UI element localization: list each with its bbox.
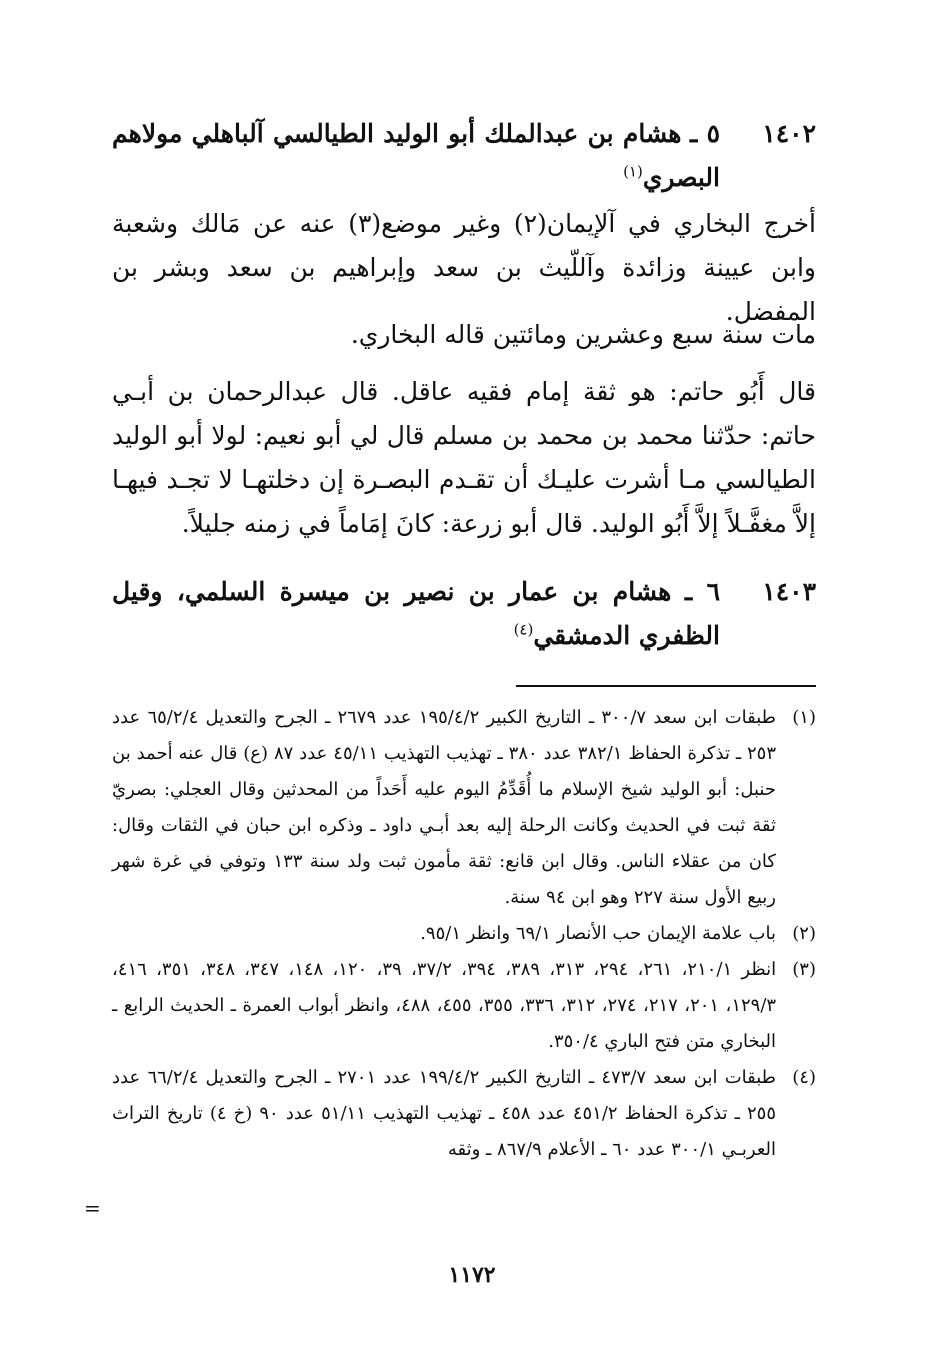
entry-number: ١٤٠٣: [762, 577, 816, 606]
footnote: [112, 700, 816, 916]
footnote: [112, 1060, 816, 1168]
narrator-name: هشام بن عمار بن نصير بن ميسرة السلمي، وقيل الظفري الدمشقي: [112, 577, 720, 650]
footnotes: [112, 700, 816, 1168]
footnote-number: (٣): [792, 959, 816, 980]
entry-heading: [112, 570, 816, 658]
entry-sequence: ٥ ـ: [689, 119, 721, 148]
entry-number: ١٤٠٢: [762, 119, 816, 148]
entry-title: [112, 570, 816, 658]
narrator-name: هشام بن عبدالملك أبو الوليد الطيالسي آلباهلي مولاهم البصري: [112, 119, 720, 192]
continuation-mark: =: [84, 1196, 101, 1220]
page-number: ١١٧٢: [448, 1262, 496, 1288]
entry-paragraph: مات سنة سبع وعشرين ومائتين قاله البخاري.: [350, 320, 816, 349]
footnote-ref: (١): [623, 162, 643, 181]
footnote-text: باب علامة الإيمان حب الأنصار ٦٩/١ وانظر ٩٥/١.: [420, 923, 776, 944]
footnote-number: (٢): [792, 923, 816, 944]
footnote: [112, 916, 816, 952]
footnote-number: (١): [792, 707, 816, 728]
entry-paragraph: أخرج البخاري في آلإيمان(٢) وغير موضع(٣) عنه عن مَالك وشعبة وابن عيينة وزائدة وآللّيث بن سعد وإبراهيم بن سعد وبشر بن المفضل.: [112, 209, 816, 326]
footnote: [112, 952, 816, 1060]
footnote-text: انظر ٢١٠/١، ٢٦١، ٢٩٤، ٣١٣، ٣٨٩، ٣٩٤، ٣٧/٢، ٣٩، ١٢٠، ١٤٨، ٣٤٧، ٣٤٨، ٣٥١، ٤١٦، ١٢٩/٣، ٢٠١، ٢١٧، ٢٧٤، ٣١٢، ٣٣٦، ٣٥٥، ٤٥٥، ٤٨٨، وانظر أبواب العمرة ـ الحديث الرابع ـ البخاري متن فتح الباري ٣٥٠/٤.: [112, 959, 777, 1052]
footnote-ref: (٤): [513, 620, 534, 639]
entry-heading: [112, 112, 816, 200]
footnote-text: طبقات ابن سعد ٣٠٠/٧ ـ التاريخ الكبير ١٩٥/٤/٢ عدد ٢٦٧٩ ـ الجرح والتعديل ٦٥/٢/٤ عدد ٢٥٣ ـ تذكرة الحفاظ ٣٨٢/١ عدد ٣٨٠ ـ تهذيب التهذيب ٤٥/١١ عدد ٨٧ (ع) قال عنه أحمد بن حنبل: أبو الوليد شيخ الإسلام ما أُقَدِّمُ اليوم عليه أَحَداً من المحدثين وقال العجلي: بصريّ ثقة ثبت في الحديث وكانت الرحلة إليه بعد أبـي داود ـ وذكره ابن حبان في الثقات وقال: كان من عقلاء الناس. وقال ابن قانع: ثقة مأمون ثبت ولد سنة ١٣٣ وتوفي في غرة شهر ربيع الأول سنة ٢٢٧ وهو ابن ٩٤ سنة.: [112, 707, 777, 908]
footnote-text: طبقات ابن سعد ٤٧٣/٧ ـ التاريخ الكبير ١٩٩/٤/٢ عدد ٢٧٠١ ـ الجرح والتعديل ٦٦/٢/٤ عدد ٢٥٥ ـ تذكرة الحفاظ ٤٥١/٢ عدد ٤٥٨ ـ تهذيب التهذيب ٥١/١١ عدد ٩٠ (خ ٤) تاريخ التراث العربـي ٣٠٠/١ عدد ٦٠ ـ الأعلام ٨٦٧/٩ ـ وثقه: [112, 1067, 776, 1160]
entry-title: [112, 112, 816, 200]
entry-sequence: ٦ ـ: [684, 577, 721, 606]
footnote-divider: [516, 685, 816, 687]
footnote-number: (٤): [792, 1067, 816, 1088]
entry-paragraph: قال أَبُو حاتم: هو ثقة إمام فقيه عاقل. قال عبدالرحمان بن أبـي حاتم: حدّثنا محمد بن محمد بن مسلم قال لي أبو نعيم: لولا أبو الوليد الطيالسي مـا أشرت عليـك أن تقـدم البصـرة إن دخلتهـا لا تجـد فيهـا إلاَّ مغفَّـلاً إلاَّ أَبُو الوليد. قال أبو زرعة: كانَ إمَاماً في زمنه جليلاً.: [112, 377, 816, 538]
